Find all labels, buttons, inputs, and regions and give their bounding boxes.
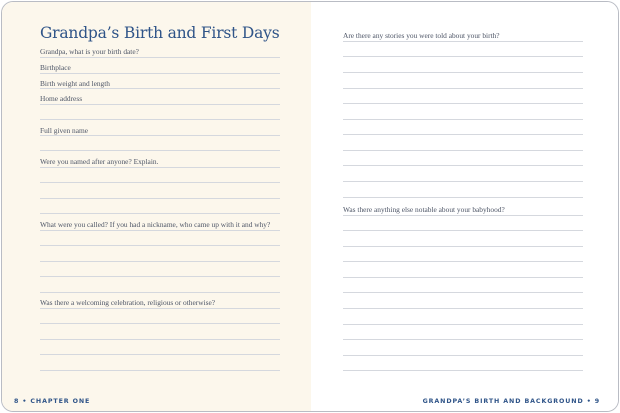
answer-line[interactable] [343, 72, 583, 73]
prompt-home-address: Home address [40, 94, 83, 103]
answer-line[interactable] [343, 88, 583, 89]
answer-line[interactable] [343, 150, 583, 151]
answer-line[interactable] [343, 246, 583, 247]
answer-line[interactable] [343, 230, 583, 231]
answer-line[interactable] [40, 213, 280, 214]
answer-line[interactable] [40, 308, 280, 309]
answer-line[interactable] [40, 370, 280, 371]
answer-line[interactable] [343, 215, 583, 216]
answer-line[interactable] [343, 134, 583, 135]
answer-line[interactable] [40, 292, 280, 293]
prompt-babyhood: Was there anything else notable about your babyhood? [343, 205, 505, 214]
answer-line[interactable] [343, 181, 583, 182]
answer-line[interactable] [343, 277, 583, 278]
answer-line[interactable] [40, 104, 280, 105]
prompt-named-after: Were you named after anyone? Explain. [40, 157, 159, 166]
page-title: Grandpa’s Birth and First Days [40, 24, 280, 42]
page-footer-left: 8 • CHAPTER ONE [14, 398, 91, 405]
prompt-birthplace: Birthplace [40, 63, 71, 72]
answer-line[interactable] [343, 355, 583, 356]
answer-line[interactable] [343, 308, 583, 309]
prompt-welcoming-celebration: Was there a welcoming celebration, religious or otherwise? [40, 298, 216, 307]
answer-line[interactable] [40, 57, 280, 58]
answer-line[interactable] [40, 73, 280, 74]
answer-line[interactable] [343, 292, 583, 293]
page-footer-right: GRANDPA’S BIRTH AND BACKGROUND • 9 [422, 398, 600, 405]
answer-line[interactable] [343, 165, 583, 166]
answer-line[interactable] [343, 261, 583, 262]
answer-line[interactable] [40, 182, 280, 183]
answer-line[interactable] [343, 56, 583, 57]
left-page [2, 2, 311, 411]
answer-line[interactable] [343, 41, 583, 42]
prompt-birth-stories: Are there any stories you were told about your birth? [343, 31, 500, 40]
answer-line[interactable] [40, 354, 280, 355]
answer-line[interactable] [40, 230, 280, 231]
answer-line[interactable] [343, 370, 583, 371]
answer-line[interactable] [40, 167, 280, 168]
answer-line[interactable] [40, 150, 280, 151]
answer-line[interactable] [40, 276, 280, 277]
answer-line[interactable] [40, 135, 280, 136]
answer-line[interactable] [40, 198, 280, 199]
answer-line[interactable] [40, 119, 280, 120]
answer-line[interactable] [343, 197, 583, 198]
answer-line[interactable] [343, 119, 583, 120]
right-page [311, 2, 618, 411]
answer-line[interactable] [343, 103, 583, 104]
book-spread [1, 1, 619, 412]
answer-line[interactable] [343, 339, 583, 340]
prompt-full-given-name: Full given name [40, 126, 89, 135]
prompt-birth-date: Grandpa, what is your birth date? [40, 47, 139, 56]
answer-line[interactable] [40, 261, 280, 262]
answer-line[interactable] [40, 323, 280, 324]
answer-line[interactable] [40, 339, 280, 340]
answer-line[interactable] [343, 324, 583, 325]
prompt-nickname: What were you called? If you had a nickname, who came up with it and why? [40, 220, 271, 229]
prompt-birth-weight: Birth weight and length [40, 79, 110, 88]
answer-line[interactable] [40, 88, 280, 89]
answer-line[interactable] [40, 245, 280, 246]
